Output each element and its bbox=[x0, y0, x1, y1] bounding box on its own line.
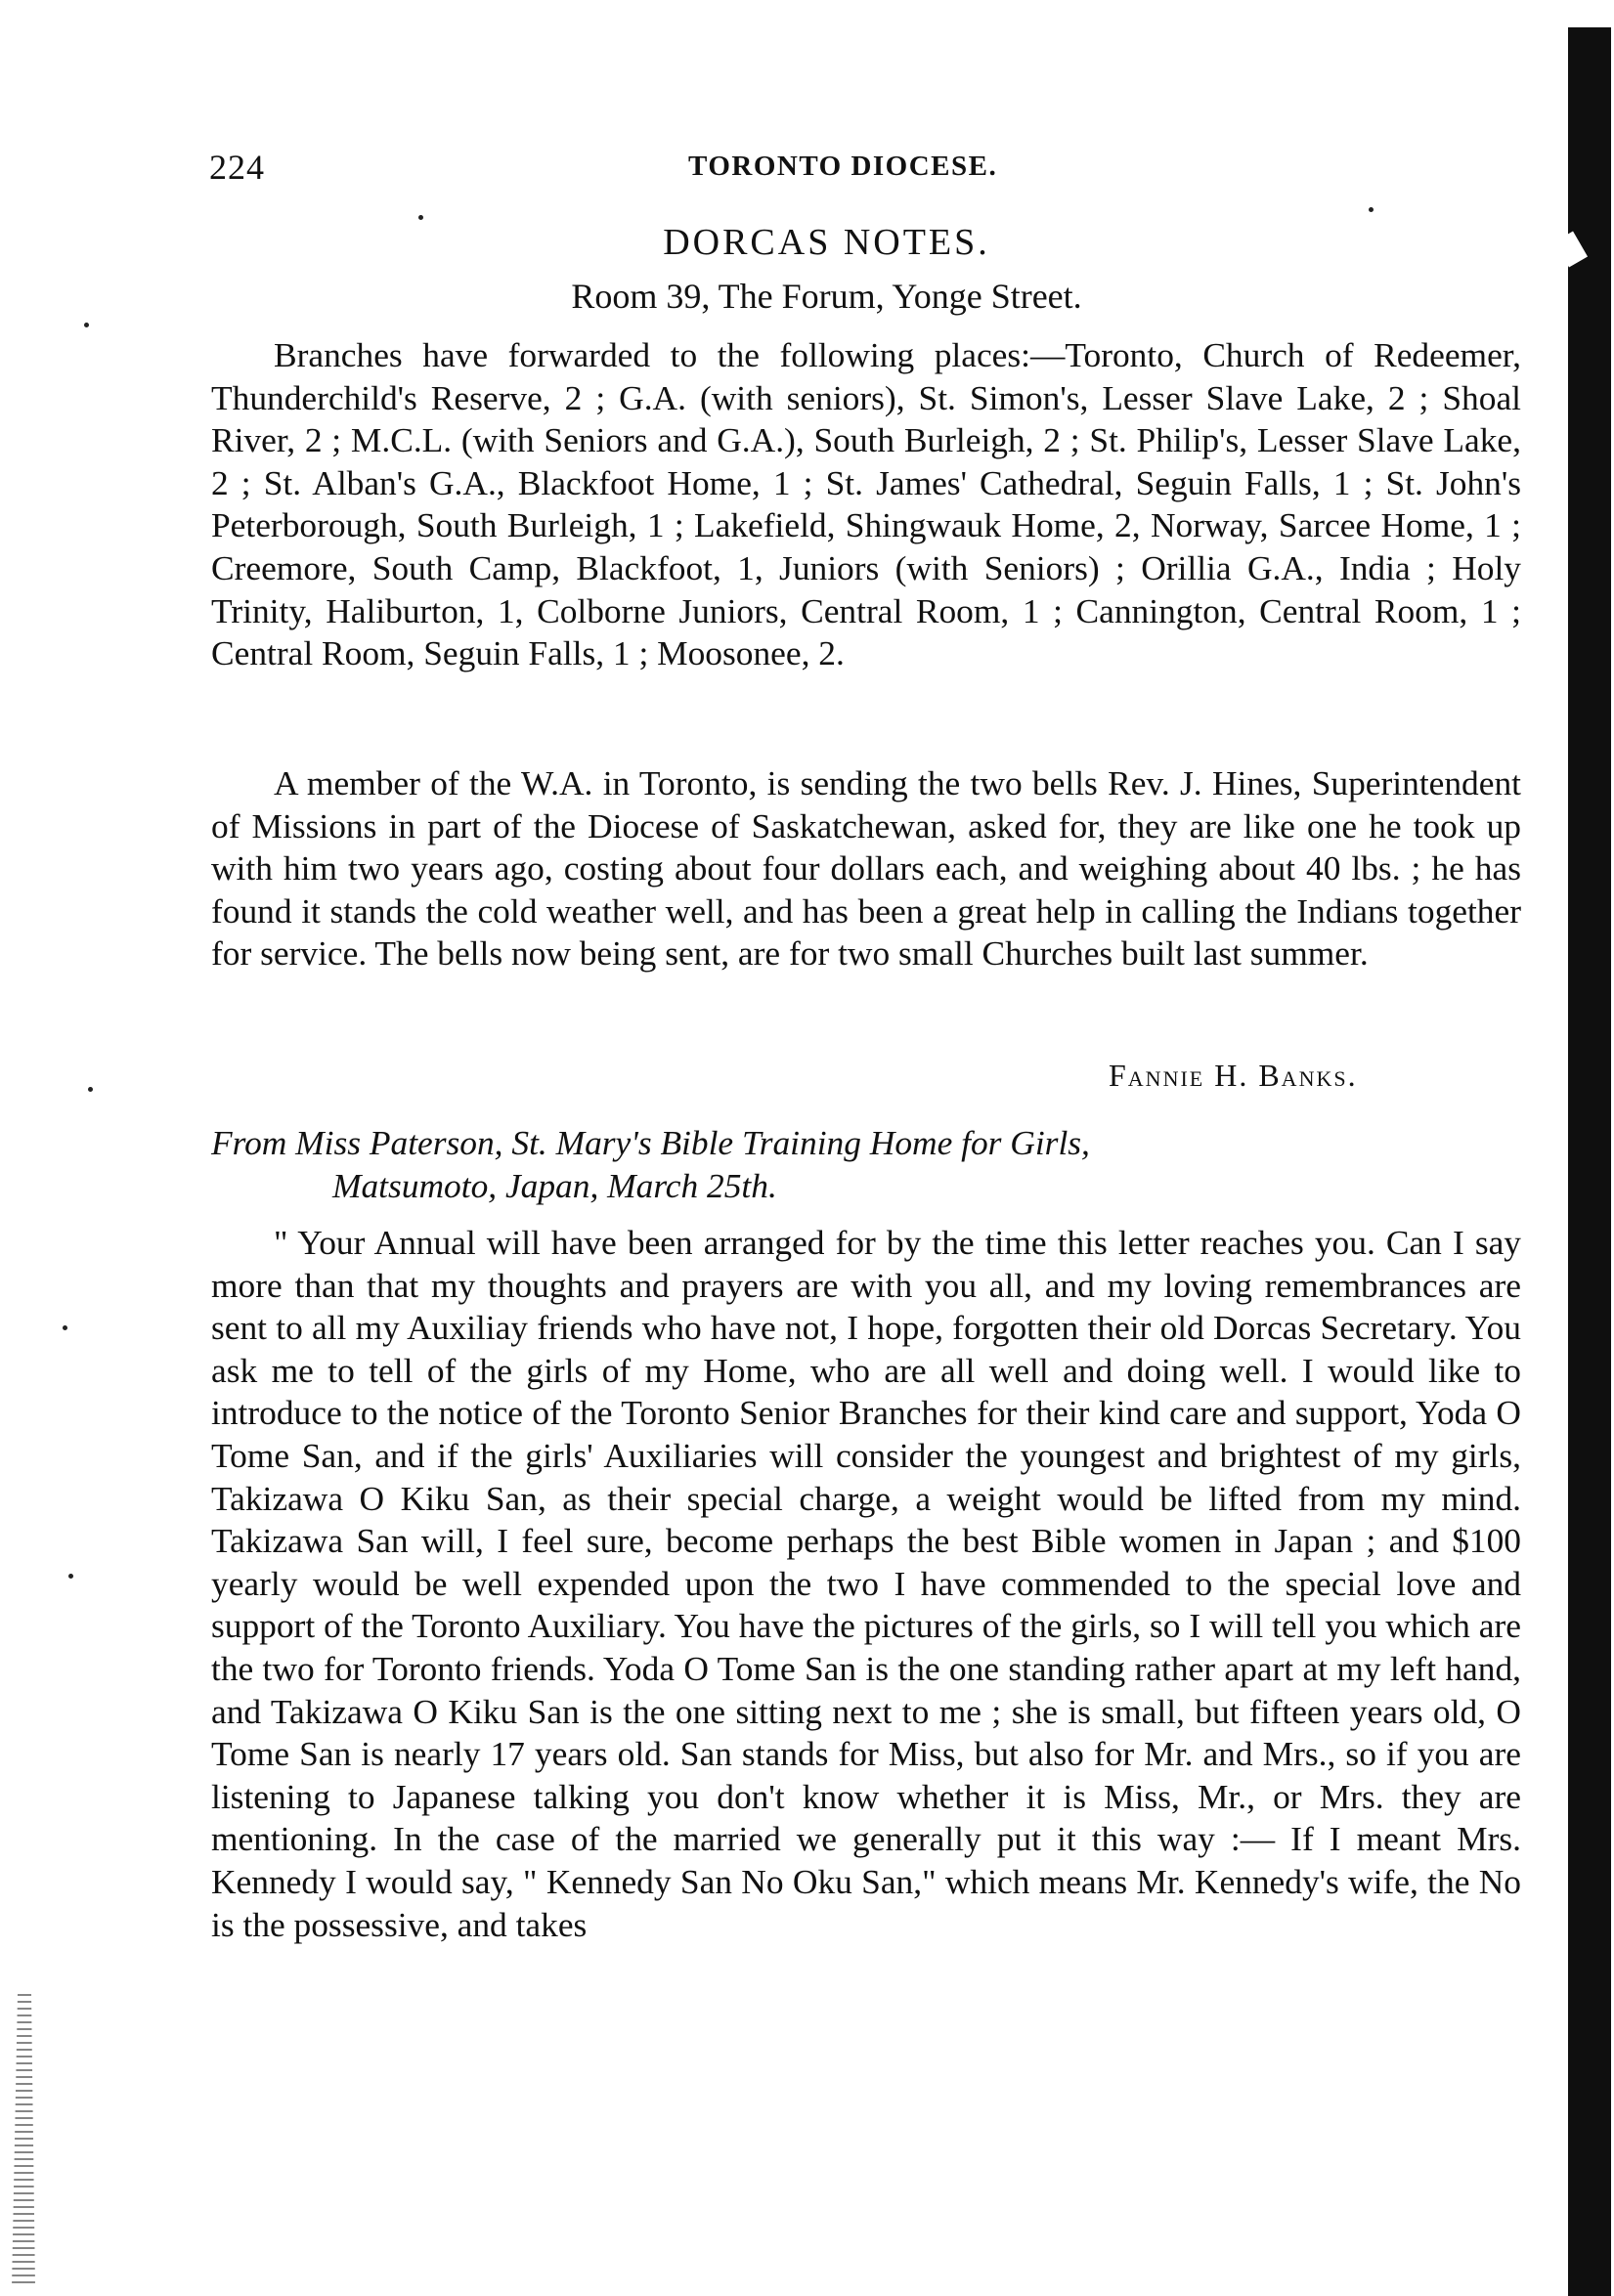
speck bbox=[68, 1574, 73, 1579]
letter-body: " Your Annual will have been arranged for by the time this letter reaches you. Can I say more than that my thoughts and prayers are with you all, and my loving remembrances are sent to all my Auxiliay friends who have not, I hope, forgotten their old Dorcas Secretary. You ask me to tell of the girls of my Home, who are all well and doing well. I would like to introduce to the notice of the Toronto Senior Branches for their kind care and support, Yoda O Tome San, and if the girls' Auxiliaries will consider the youngest and brightest of my girls, Takizawa O Kiku San, as their special charge, a weight would be lifted from my mind. Takizawa San will, I feel sure, become perhaps the best Bible women in Japan ; and $100 yearly would be well expended upon the two I have commended to the special love and support of the Toronto Auxiliary. You have the pictures of the girls, so I will tell you which are the two for Toronto friends. Yoda O Tome San is the one standing rather apart at my left hand, and Takizawa O Kiku San is the one sitting next to me ; she is small, but fifteen years old, O Tome San is nearly 17 years old. San stands for Miss, but also for Mr. and Mrs., so if you are listening to Japanese talking you don't know whether it is Miss, Mr., or Mrs. they are mentioning. In the case of the married we generally put it this way :— If I meant Mrs. Kennedy I would say, " Kennedy San No Oku San," which means Mr. Kennedy's wife, the No is the possessive, and takes bbox=[211, 1223, 1521, 1944]
speck bbox=[84, 323, 89, 327]
speck bbox=[63, 1325, 67, 1330]
bells-paragraph: A member of the W.A. in Toronto, is sending the two bells Rev. J. Hines, Superintendent of Missions in part of the Diocese of Saskatchewan, asked for, they are like one he took up with him two years ago, costing about four dollars each, and weighing about 40 lbs. ; he has found it stands the cold weather well, and has been a great help in calling the Indians together for service. The bells now being sent, are for two small Churches built last summer. bbox=[211, 763, 1521, 974]
running-title: TORONTO DIOCESE. bbox=[688, 151, 998, 182]
letter-heading-line2: Matsumoto, Japan, March 25th. bbox=[332, 1165, 777, 1205]
letter-heading-line1: From Miss Paterson, St. Mary's Bible Training Home for Girls, bbox=[211, 1123, 1090, 1162]
signature: Fannie H. Banks. bbox=[1109, 1058, 1358, 1093]
letter-heading bbox=[211, 1122, 1521, 1207]
branches-paragraph: Branches have forwarded to the following places:—Toronto, Church of Redeemer, Thunderchild's Reserve, 2 ; G.A. (with seniors), St. Simon's, Lesser Slave Lake, 2 ; Shoal River, 2 ; M.C.L. (with Seniors and G.A.), South Burleigh, 2 ; St. Philip's, Lesser Slave Lake, 2 ; St. Alban's G.A., Blackfoot Home, 1 ; St. James' Cathedral, Seguin Falls, 1 ; St. John's Peterborough, South Burleigh, 1 ; Lakefield, Shingwauk Home, 2, Norway, Sarcee Home, 1 ; Creemore, South Camp, Blackfoot, 1, Juniors (with Seniors) ; Orillia G.A., India ; Holy Trinity, Haliburton, 1, Colborne Juniors, Central Room, 1 ; Cannington, Central Room, 1 ; Central Room, Seguin Falls, 1 ; Moosonee, 2. bbox=[211, 335, 1521, 673]
section-address: Room 39, The Forum, Yonge Street. bbox=[571, 277, 1082, 316]
running-header bbox=[209, 147, 1524, 194]
speck bbox=[1369, 207, 1374, 212]
speck bbox=[88, 1087, 93, 1092]
gutter-specks bbox=[4, 1994, 43, 2287]
page-number: 224 bbox=[209, 148, 265, 187]
section-heading: DORCAS NOTES. bbox=[663, 222, 990, 263]
book-spine-shadow bbox=[1568, 27, 1611, 2296]
speck bbox=[418, 215, 423, 220]
